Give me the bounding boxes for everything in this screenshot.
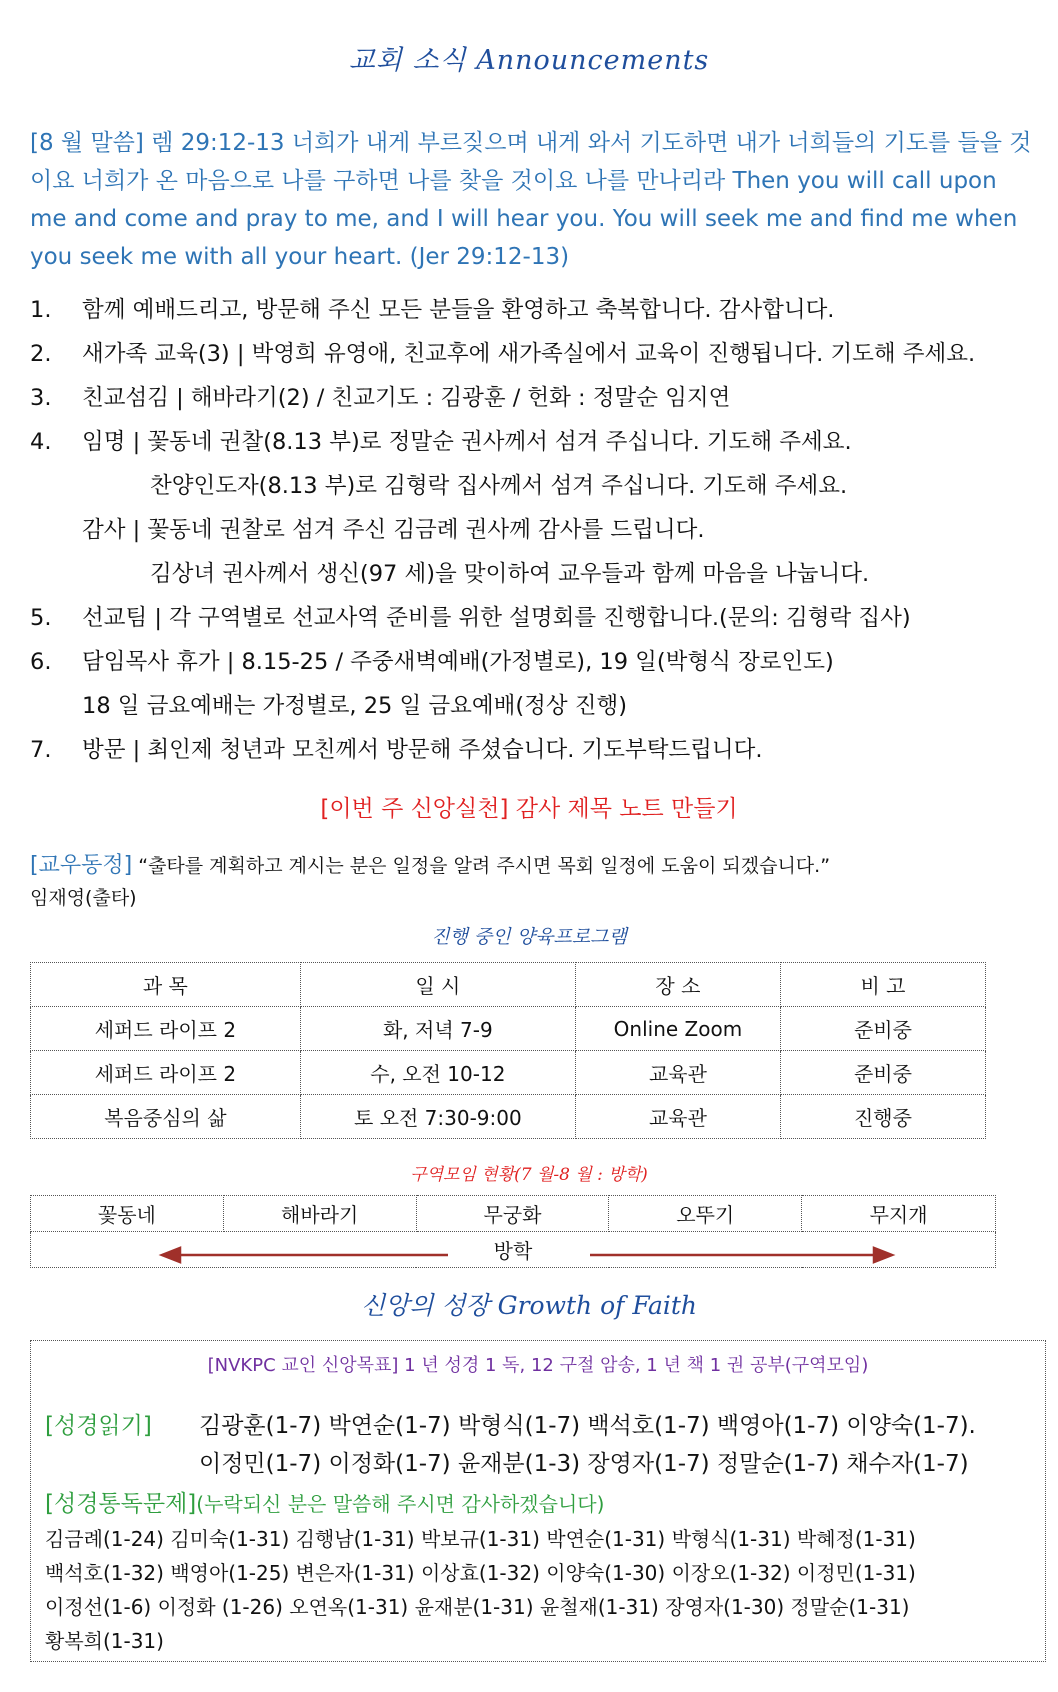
bible-reading-line: 김광훈(1-7) 박연순(1-7) 박형식(1-7) 백석호(1-7) 백영아(1-7) 이양숙(1-7). xyxy=(199,1413,976,1439)
region-group: 해바라기 xyxy=(223,1196,416,1232)
item-text: 방문 | 최인제 청년과 모친께서 방문해 주셨습니다. 기도부탁드립니다. xyxy=(82,737,763,763)
table-cell: 수, 오전 10-12 xyxy=(300,1051,575,1095)
list-item xyxy=(30,596,1050,640)
bible-problem-header xyxy=(31,1485,1045,1518)
region-table xyxy=(30,1195,996,1268)
list-item xyxy=(30,376,1050,420)
item-text: 선교팀 | 각 구역별로 선교사역 준비를 위한 설명회를 진행합니다.(문의: 김형락 집사) xyxy=(82,605,911,631)
table-cell: Online Zoom xyxy=(575,1007,780,1051)
bible-problem-line: 백석호(1-32) 백영아(1-25) 변은자(1-31) 이상효(1-32) 이양숙(1-30) 이장오(1-32) 이정민(1-31) xyxy=(45,1561,916,1585)
item-number: 7. xyxy=(30,737,52,763)
column-header: 과 목 xyxy=(31,963,301,1007)
item-number: 6. xyxy=(30,649,52,675)
table-row xyxy=(31,1232,996,1268)
item-number: 1. xyxy=(30,297,52,323)
list-item xyxy=(30,332,1050,376)
item-text: 새가족 교육(3) | 박영희 유영애, 친교후에 새가족실에서 교육이 진행됩니다. 기도해 주세요. xyxy=(82,341,976,367)
growth-box xyxy=(30,1340,1046,1662)
bible-problem-line: 황복희(1-31) xyxy=(45,1629,164,1653)
item-text: 18 일 금요예배는 가정별로, 25 일 금요예배(정상 진행) xyxy=(82,693,627,719)
table-cell: 준비중 xyxy=(780,1007,985,1051)
table-cell: 교육관 xyxy=(575,1095,780,1139)
program-table xyxy=(30,962,986,1139)
table-cell: 토 오전 7:30-9:00 xyxy=(300,1095,575,1139)
column-header: 비 고 xyxy=(780,963,985,1007)
region-group: 오뚜기 xyxy=(609,1196,802,1232)
program-title: 진행 중인 양육프로그램 xyxy=(431,926,627,948)
column-header: 장 소 xyxy=(575,963,780,1007)
item-text: 함께 예배드리고, 방문해 주신 모든 분들을 환영하고 축복합니다. 감사합니다. xyxy=(82,297,835,323)
table-cell: 세퍼드 라이프 2 xyxy=(31,1051,301,1095)
list-item xyxy=(30,728,1050,772)
table-row xyxy=(31,1051,986,1095)
item-text: 감사 | 꽃동네 권찰로 섬겨 주신 김금례 권사께 감사를 드립니다. xyxy=(82,517,705,543)
item-text: 찬양인도자(8.13 부)로 김형락 집사께서 섬겨 주십니다. 기도해 주세요. xyxy=(150,473,848,499)
region-group: 무궁화 xyxy=(416,1196,609,1232)
list-item xyxy=(30,420,1050,464)
bible-problem-tag: [성경통독문제] xyxy=(45,1491,197,1517)
faith-goal: [NVKPC 교인 신앙목표] 1 년 성경 1 독, 12 구절 암송, 1 년 책 1 권 공부(구역모임) xyxy=(207,1355,869,1376)
bible-problem-list xyxy=(31,1522,1045,1658)
table-header-row xyxy=(31,963,986,1007)
item-number: 5. xyxy=(30,605,52,631)
bible-reading xyxy=(31,1407,1045,1483)
table-header-row xyxy=(31,1196,996,1232)
item-text: 김상녀 권사께서 생신(97 세)을 맞이하여 교우들과 함께 마음을 나눕니다. xyxy=(150,561,870,587)
list-item xyxy=(30,640,1050,684)
item-text: 임명 | 꽃동네 권찰(8.13 부)로 정말순 권사께서 섬겨 주십니다. 기도해 주세요. xyxy=(82,429,852,455)
member-news-text: “출타를 계획하고 계시는 분은 일정을 알려 주시면 목회 일정에 도움이 되겠습니다.” xyxy=(132,855,831,877)
table-row xyxy=(31,1007,986,1051)
table-cell: 진행중 xyxy=(780,1095,985,1139)
item-text: 담임목사 휴가 | 8.15-25 / 주중새벽예배(가정별로), 19 일(박형식 장로인도) xyxy=(82,649,834,675)
announcement-list xyxy=(30,288,1050,772)
column-header: 일 시 xyxy=(300,963,575,1007)
table-cell: 복음중심의 삶 xyxy=(31,1095,301,1139)
bible-reading-tag: [성경읽기] xyxy=(45,1413,152,1439)
table-cell: 세퍼드 라이프 2 xyxy=(31,1007,301,1051)
member-news-tag: [교우동정] xyxy=(30,853,133,878)
item-number: 4. xyxy=(30,429,52,455)
table-cell: 준비중 xyxy=(780,1051,985,1095)
bible-problem-line: 이정선(1-6) 이정화 (1-26) 오연옥(1-31) 윤재분(1-31) 윤철재(1-31) 장영자(1-30) 정말순(1-31) xyxy=(45,1595,910,1619)
region-group: 무지개 xyxy=(802,1196,996,1232)
growth-title: 신앙의 성장 Growth of Faith xyxy=(360,1291,698,1320)
monthly-verse: [8 월 말씀] 렘 29:12-13 너희가 내게 부르짖으며 내게 와서 기도하면 내가 너희들의 기도를 들을 것이요 너희가 온 마음으로 나를 구하면 나를 찾을 것이요 나를 만나리라 Then you will call upon me and come and pray to me, and I will hear you. You will seek me and find me when you seek me with all your heart. (Jer 29:12-13) xyxy=(30,130,1032,270)
table-row xyxy=(31,1095,986,1139)
region-title: 구역모임 현황(7 월-8 월 : 방학) xyxy=(410,1165,648,1185)
item-number: 2. xyxy=(30,341,52,367)
weekly-practice: [이번 주 신앙실천] 감사 제목 노트 만들기 xyxy=(320,796,738,822)
member-news xyxy=(30,850,1040,914)
table-cell: 교육관 xyxy=(575,1051,780,1095)
item-number: 3. xyxy=(30,385,52,411)
bible-problem-line: 김금례(1-24) 김미숙(1-31) 김행남(1-31) 박보규(1-31) 박연순(1-31) 박형식(1-31) 박혜정(1-31) xyxy=(45,1527,916,1551)
bible-reading-line: 이정민(1-7) 이정화(1-7) 윤재분(1-3) 장영자(1-7) 정말순(1-7) 채수자(1-7) xyxy=(199,1451,969,1477)
page-title: 교회 소식 Announcements xyxy=(348,45,710,76)
item-text: 친교섬김 | 해바라기(2) / 친교기도 : 김광훈 / 헌화 : 정말순 임지연 xyxy=(82,385,731,411)
region-group: 꽃동네 xyxy=(31,1196,224,1232)
table-cell: 화, 저녁 7-9 xyxy=(300,1007,575,1051)
list-item xyxy=(30,288,1050,332)
bible-problem-note: (누락되신 분은 말씀해 주시면 감사하겠습니다) xyxy=(196,1492,605,1516)
member-news-name: 임재영(출타) xyxy=(30,887,137,909)
region-status: 방학 xyxy=(31,1232,996,1268)
